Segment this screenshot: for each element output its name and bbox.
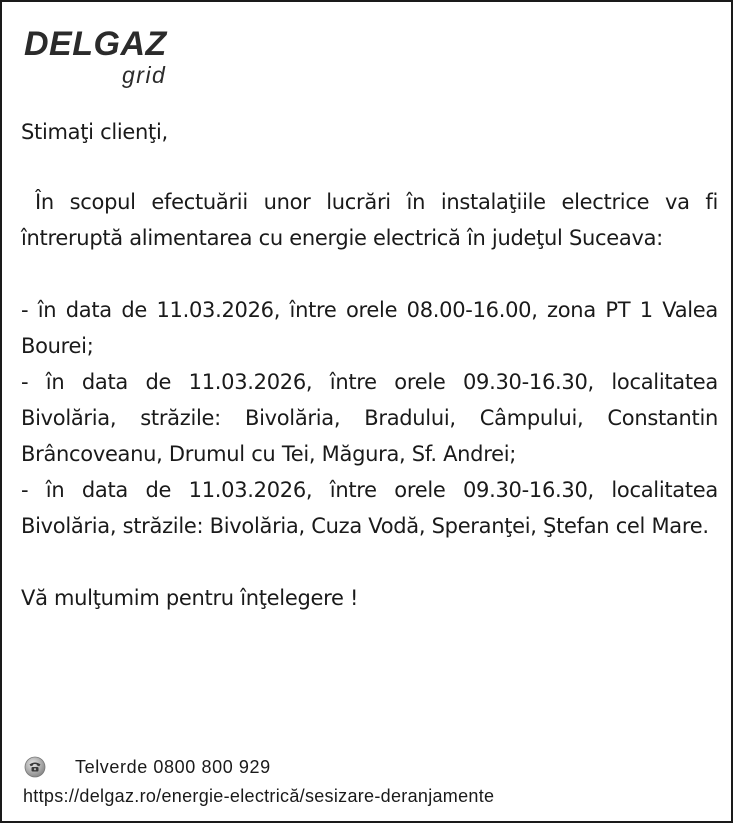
- logo-subtitle: grid: [122, 62, 167, 88]
- phone-line: [24, 755, 271, 779]
- phone-number: Telverde 0800 800 929: [75, 756, 271, 777]
- outage-item-1: - în data de 11.03.2026, între orele 08.00-16.00, zona PT 1 Valea Bourei;: [21, 298, 718, 358]
- delgaz-grid-logo: [24, 26, 194, 90]
- spacer: [21, 256, 718, 292]
- intro-paragraph: În scopul efectuării unor lucrări în instalaţiile electrice va fi întreruptă alimentarea cu energie electrică în judeţul Suceava:: [21, 190, 718, 250]
- spacer: [21, 544, 718, 580]
- outage-item-3: - în data de 11.03.2026, între orele 09.30-16.30, localitatea Bivolăria, străzile: Bivolăria, Cuza Vodă, Speranţei, Ştefan cel Mare.: [21, 478, 718, 538]
- outage-item-2: - în data de 11.03.2026, între orele 09.30-16.30, localitatea Bivolăria, străzile: Bivolăria, Bradului, Câmpului, Constantin Brâncoveanu, Drumul cu Tei, Măgura, Sf. Andrei;: [21, 370, 718, 466]
- greeting: Stimaţi clienţi,: [21, 120, 168, 144]
- logo-name: DELGAZ: [24, 25, 167, 63]
- telephone-icon: [24, 756, 46, 778]
- spacer: [21, 150, 718, 184]
- website-url[interactable]: https://delgaz.ro/energie-electrică/sesizare-deranjamente: [23, 786, 495, 806]
- notice-body: [21, 114, 718, 616]
- closing-line: Vă mulţumim pentru înţelegere !: [21, 586, 359, 610]
